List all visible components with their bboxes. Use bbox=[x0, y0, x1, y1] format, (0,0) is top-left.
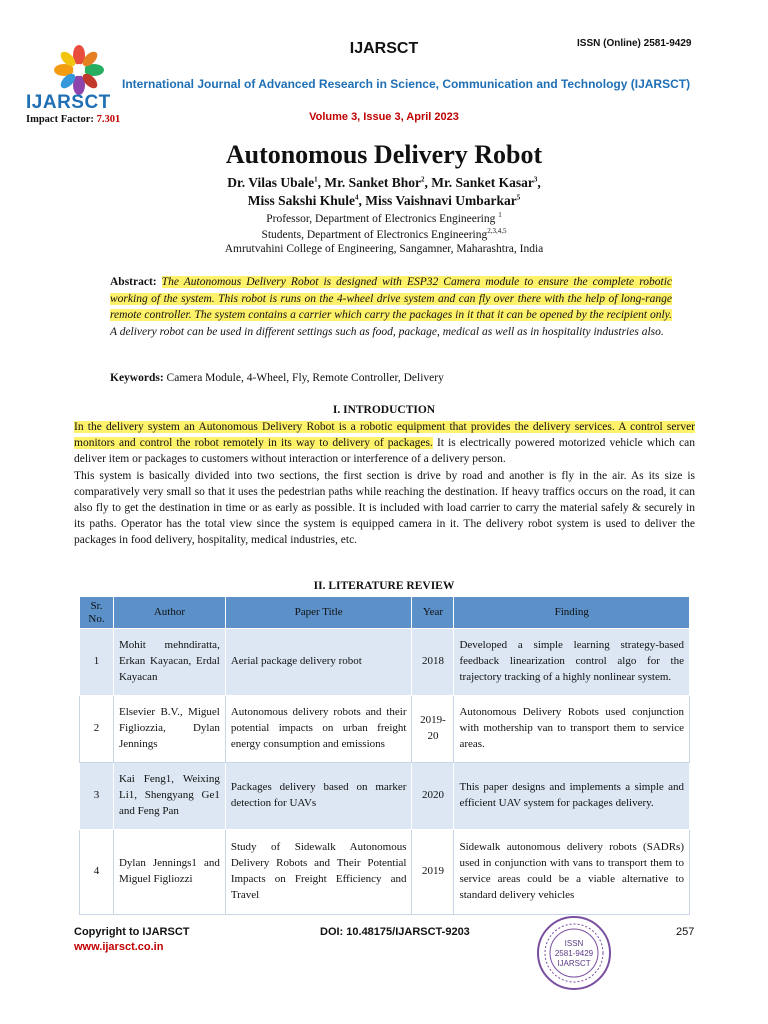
author-name: Miss Vaishnavi Umbarkar bbox=[365, 193, 517, 208]
intro-highlighted-text: In the delivery system an Autonomous Delivery Robot is a robotic equipment that provides the delivery services. A control server monitors and control the robot remotely in its way to delivery of packages. bbox=[74, 421, 695, 450]
copyright: Copyright to IJARSCT bbox=[74, 926, 190, 938]
table-cell: Dylan Jennings1 and Miguel Figliozzi bbox=[113, 830, 225, 915]
journal-short-name: IJARSCT bbox=[349, 40, 419, 57]
doi-link[interactable]: DOI: 10.48175/IJARSCT-9203 bbox=[320, 926, 470, 938]
author-name: Miss Sakshi Khule bbox=[247, 193, 355, 208]
column-header: Paper Title bbox=[225, 597, 412, 629]
intro-paragraph-1: In the delivery system an Autonomous Delivery Robot is a robotic equipment that provides the delivery services. A control server monitors and control the robot remotely in its way to delivery of packages. It is electrically powered motorized vehicle which can deliver item or packages to customers without interaction or interference of a delivery person. bbox=[74, 421, 695, 466]
abstract-text: A delivery robot can be used in different settings such as food, package, medical as well as in hospitality industries also. bbox=[110, 325, 664, 338]
author-affiliation-marker: 3 bbox=[533, 175, 538, 184]
introduction-body bbox=[74, 419, 695, 549]
table-cell: 2019 bbox=[412, 830, 454, 915]
table-cell: Aerial package delivery robot bbox=[225, 629, 412, 696]
keywords-text: Camera Module, 4-Wheel, Fly, Remote Controller, Delivery bbox=[163, 372, 444, 384]
table-row bbox=[80, 763, 690, 830]
table-cell: 4 bbox=[80, 830, 114, 915]
author-name: Mr. Sanket Bhor bbox=[324, 175, 421, 190]
impact-factor-value: 7.301 bbox=[96, 114, 121, 125]
paper-title: Autonomous Delivery Robot bbox=[225, 140, 543, 169]
author-name: Dr. Vilas Ubale bbox=[227, 175, 315, 190]
authors-line-2: Miss Sakshi Khule$^4$, Miss Vaishnavi Umbarkar$^5$ bbox=[247, 193, 521, 208]
table-row bbox=[80, 830, 690, 915]
table-cell: Mohit mehndiratta, Erkan Kayacan, Erdal Kayacan bbox=[113, 629, 225, 696]
affiliation-1: Professor, Department of Electronics Engineering $^1$ bbox=[266, 211, 502, 225]
table-cell: Developed a simple learning strategy-based feedback linearization control algo for the trajectory tracking of a highly nonlinear system. bbox=[454, 629, 690, 696]
table-cell: Kai Feng1, Weixing Li1, Shengyang Ge1 and Feng Pan bbox=[113, 763, 225, 830]
table-cell: Packages delivery based on marker detection for UAVs bbox=[225, 763, 412, 830]
website-link[interactable]: www.ijarsct.co.in bbox=[74, 941, 164, 953]
literature-review-table bbox=[79, 596, 690, 915]
table-row bbox=[80, 696, 690, 763]
table-cell: Study of Sidewalk Autonomous Delivery Robots and Their Potential Impacts on Freight Efficiency and Travel bbox=[225, 830, 412, 915]
table-row bbox=[80, 629, 690, 696]
table-cell: Autonomous delivery robots and their potential impacts on urban freight energy consumption and emissions bbox=[225, 696, 412, 763]
table-cell: Autonomous Delivery Robots used conjunction with mothership van to transport them to service areas. bbox=[454, 696, 690, 763]
table-cell: Sidewalk autonomous delivery robots (SADRs) used in conjunction with vans to transport them to service areas could be a viable alternative to standard delivery vehicles bbox=[454, 830, 690, 915]
table-cell: 1 bbox=[80, 629, 114, 696]
column-header: Sr. No. bbox=[80, 597, 114, 629]
author-affiliation-marker: 2 bbox=[421, 175, 425, 184]
author-affiliation-marker: 4 bbox=[355, 193, 359, 202]
table-cell: Elsevier B.V., Miguel Figliozzia, Dylan Jennings bbox=[113, 696, 225, 763]
table-cell: This paper designs and implements a simple and efficient UAV system for packages delivery. bbox=[454, 763, 690, 830]
section-heading-literature-review: II. LITERATURE REVIEW bbox=[313, 580, 455, 592]
svg-text:2581-9429: 2581-9429 bbox=[554, 949, 594, 958]
abstract bbox=[110, 274, 672, 340]
table-cell: 2020 bbox=[412, 763, 454, 830]
column-header: Year bbox=[412, 597, 454, 629]
svg-text:IJARSCT: IJARSCT bbox=[557, 959, 591, 968]
keywords-label: Keywords: bbox=[110, 372, 164, 384]
author-affiliation-marker: 5 bbox=[516, 193, 521, 202]
table-header-row bbox=[80, 597, 690, 629]
table-cell: 2019-20 bbox=[412, 696, 454, 763]
intro-paragraph-2: This system is basically divided into two sections, the first section is drive by road and another is fly in the air. As its size is comparatively very small so that it uses the pedestrian paths while reaching the destination. If heavy traffics occurs on the road, it can also fly to get the destination in time or as early as possible. It is included with load carrier to carry the material safely & securely in its paths. Operator has the total view since the system is equipped camera in it. The delivery robot system is used to deliver the packages in food delivery, hospitality, medical industries, etc. bbox=[74, 469, 695, 547]
affiliation-3: Amrutvahini College of Engineering, Sangamner, Maharashtra, India bbox=[224, 243, 544, 255]
issn: ISSN (Online) 2581-9429 bbox=[577, 38, 692, 49]
section-heading-introduction: I. INTRODUCTION bbox=[332, 404, 436, 416]
column-header: Finding bbox=[454, 597, 690, 629]
logo-wordmark: IJARSCT bbox=[26, 92, 111, 113]
column-header: Author bbox=[113, 597, 225, 629]
volume-issue: Volume 3, Issue 3, April 2023 bbox=[309, 111, 459, 123]
table-cell: 3 bbox=[80, 763, 114, 830]
authors-line-1: Dr. Vilas Ubale$^1$, Mr. Sanket Bhor$^2$, Mr. Sanket Kasar$^3$, bbox=[227, 175, 541, 190]
affiliation-2: Students, Department of Electronics Engineering$^{2,3,4,5}$ bbox=[261, 227, 507, 241]
page-number: 257 bbox=[676, 926, 695, 938]
author-name: Mr. Sanket Kasar bbox=[431, 175, 534, 190]
keywords bbox=[110, 372, 444, 384]
svg-text:ISSN: ISSN bbox=[564, 939, 584, 948]
author-affiliation-marker: 1 bbox=[314, 175, 318, 184]
issn-seal-icon bbox=[536, 915, 612, 991]
table-cell: 2018 bbox=[412, 629, 454, 696]
table-cell: 2 bbox=[80, 696, 114, 763]
abstract-highlighted-text: The Autonomous Delivery Robot is designed with ESP32 Camera module to ensure the complete robotic working of the system. This robot is runs on the 4-wheel drive system and can fly over there with the help of long-range remote controller. The system contains a carrier which carry the packages in it that it can be opened by the recipient only. bbox=[110, 276, 672, 321]
impact-factor-label: Impact Factor: bbox=[26, 114, 94, 125]
abstract-label: Abstract: bbox=[110, 276, 157, 288]
journal-full-name: International Journal of Advanced Research in Science, Communication and Technology (IJARSCT) bbox=[122, 77, 691, 91]
